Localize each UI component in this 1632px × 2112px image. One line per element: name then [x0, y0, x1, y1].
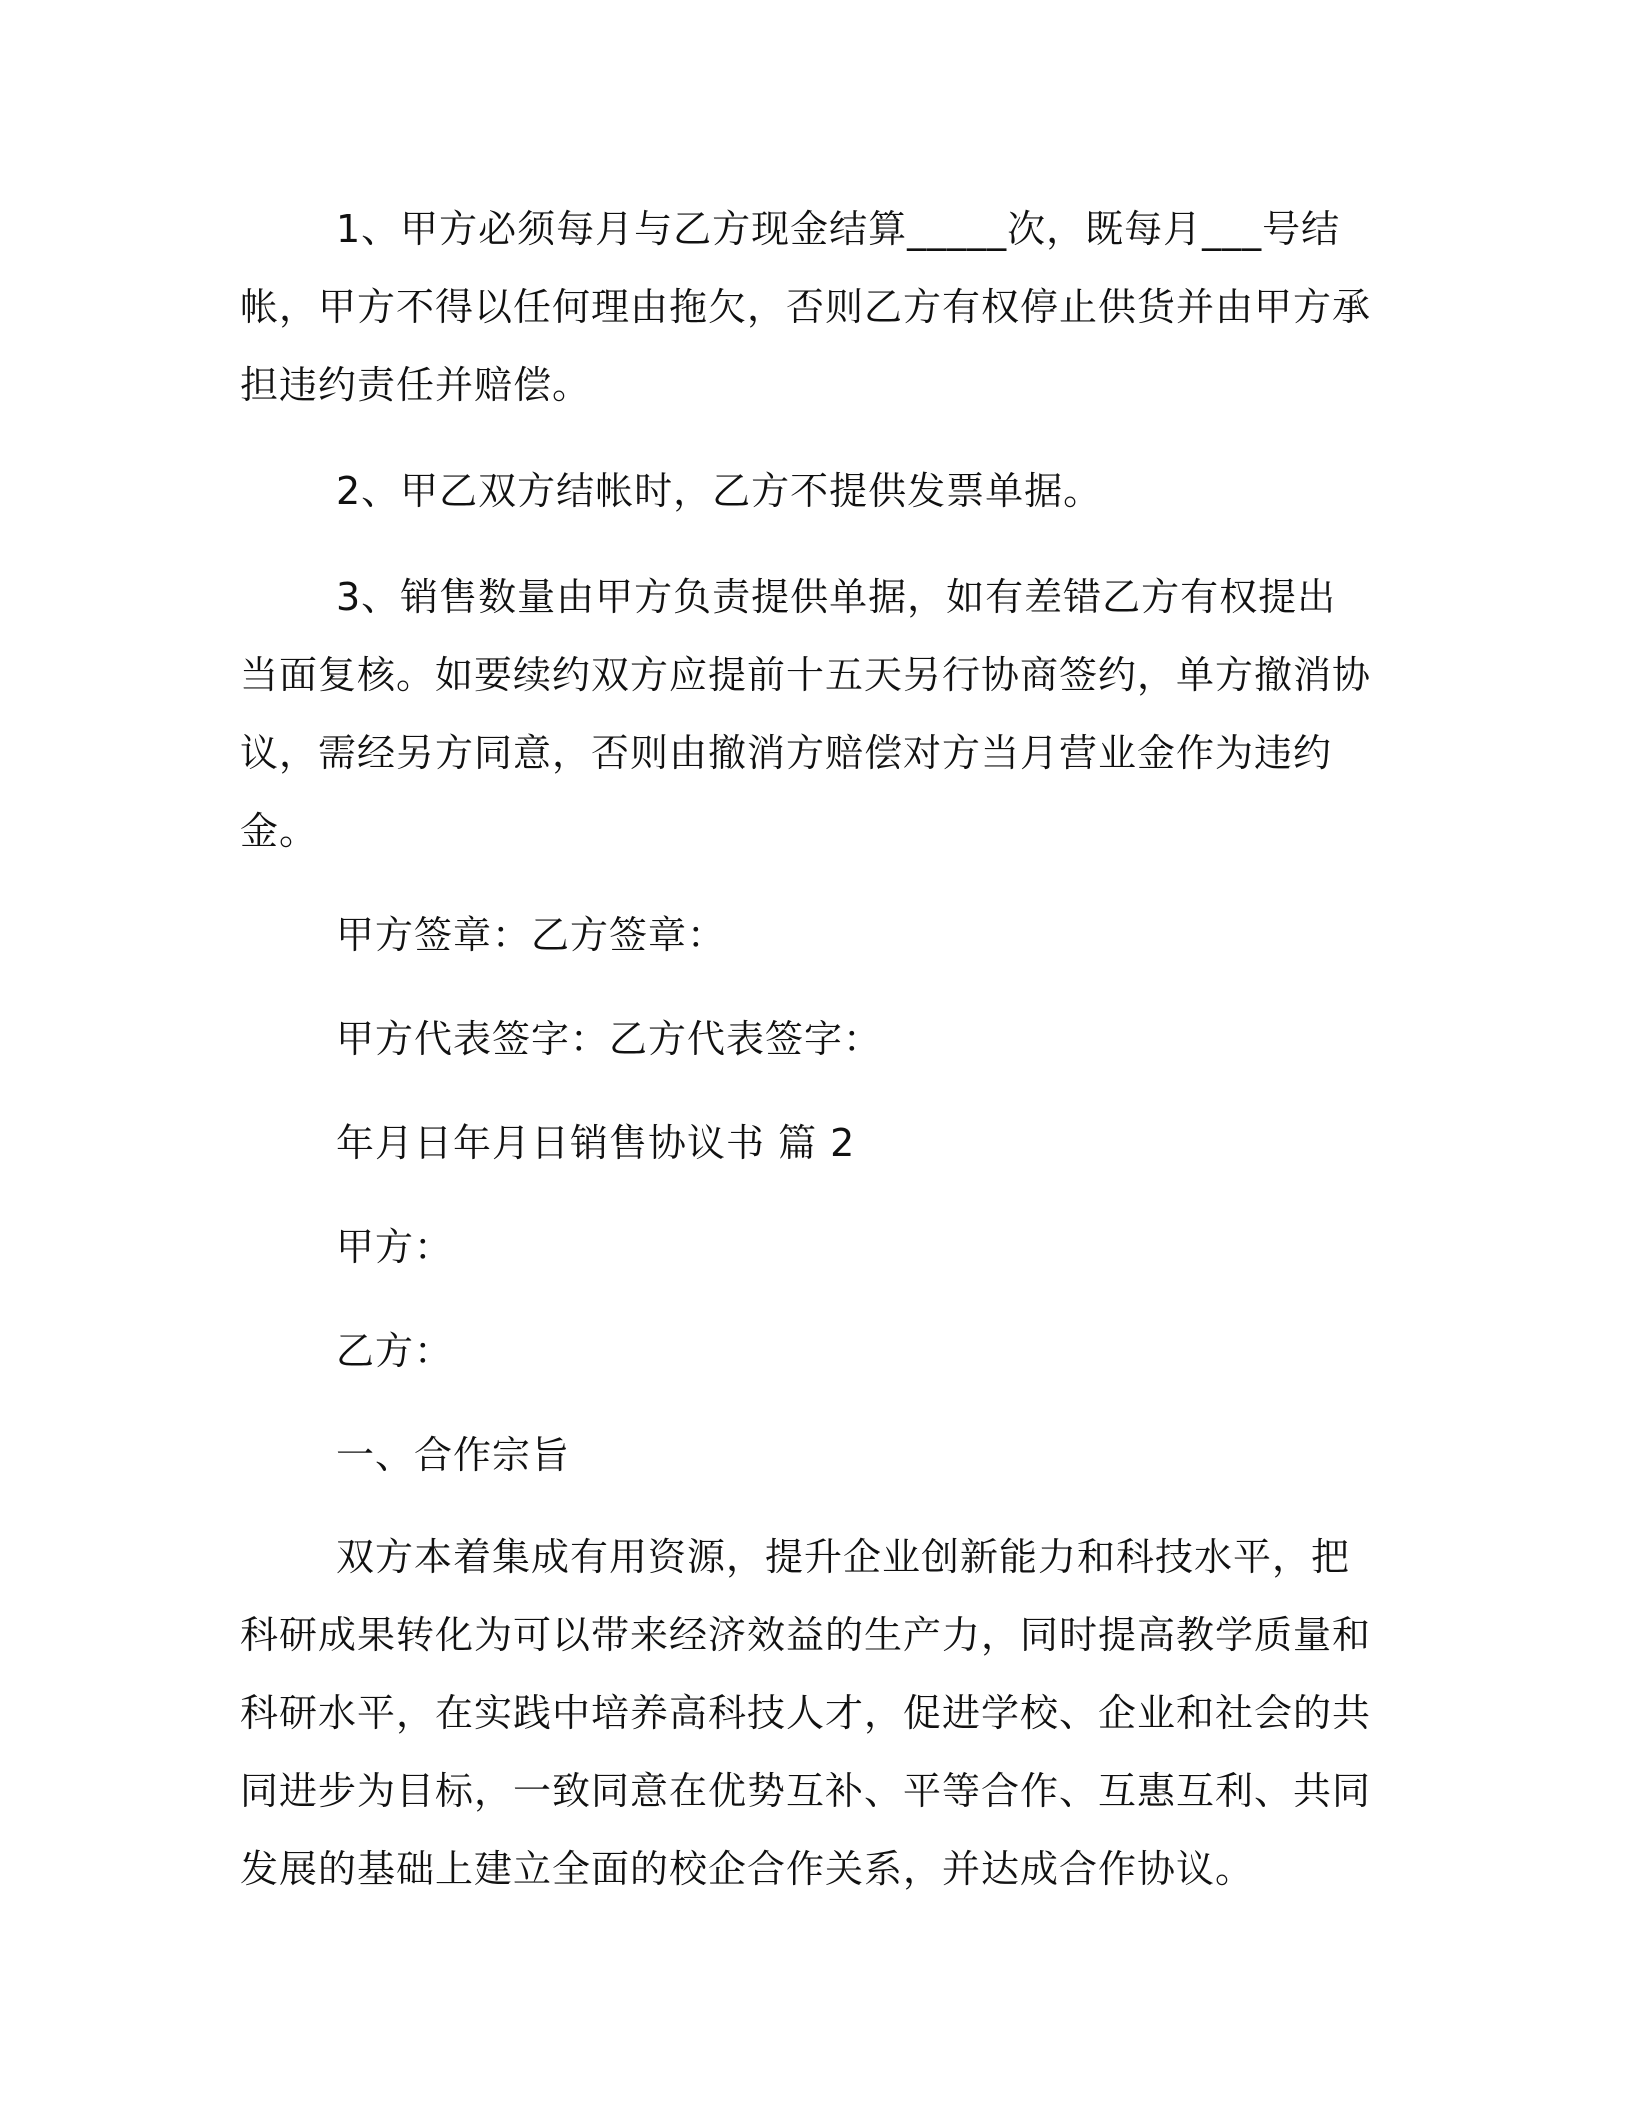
section-heading-agreement-2: 年月日年月日销售协议书 篇 2 [336, 1121, 856, 1165]
clause-1-settlement: 1、甲方必须每月与乙方现金结算_____次，既每月___号结帐，甲方不得以任何理由拖欠，否则乙方有权停止供货并由甲方承担违约责任并赔偿。 [240, 207, 1372, 407]
clause-2-invoice: 2、甲乙双方结帐时，乙方不提供发票单据。 [336, 469, 1103, 513]
document-page [240, 190, 1375, 1908]
signature-seal-line: 甲方签章：乙方签章： [336, 913, 727, 957]
party-a-label: 甲方： [336, 1225, 454, 1269]
clause-3-quantity: 3、销售数量由甲方负责提供单据，如有差错乙方有权提出当面复核。如要续约双方应提前十五天另行协商签约，单方撤消协议，需经另方同意，否则由撤消方赔偿对方当月营业金作为违约金。 [240, 575, 1372, 853]
party-b-label: 乙方： [336, 1329, 454, 1373]
representative-signature-line: 甲方代表签字：乙方代表签字： [336, 1017, 883, 1061]
cooperation-purpose-text: 双方本着集成有用资源，提升企业创新能力和科技水平，把科研成果转化为可以带来经济效益的生产力，同时提高教学质量和科研水平，在实践中培养高科技人才，促进学校、企业和社会的共同进步为目标，一致同意在优势互补、平等合作、互惠互利、共同发展的基础上建立全面的校企合作关系，并达成合作协议。 [240, 1535, 1372, 1891]
section-cooperation-purpose: 一、合作宗旨 [336, 1433, 571, 1477]
